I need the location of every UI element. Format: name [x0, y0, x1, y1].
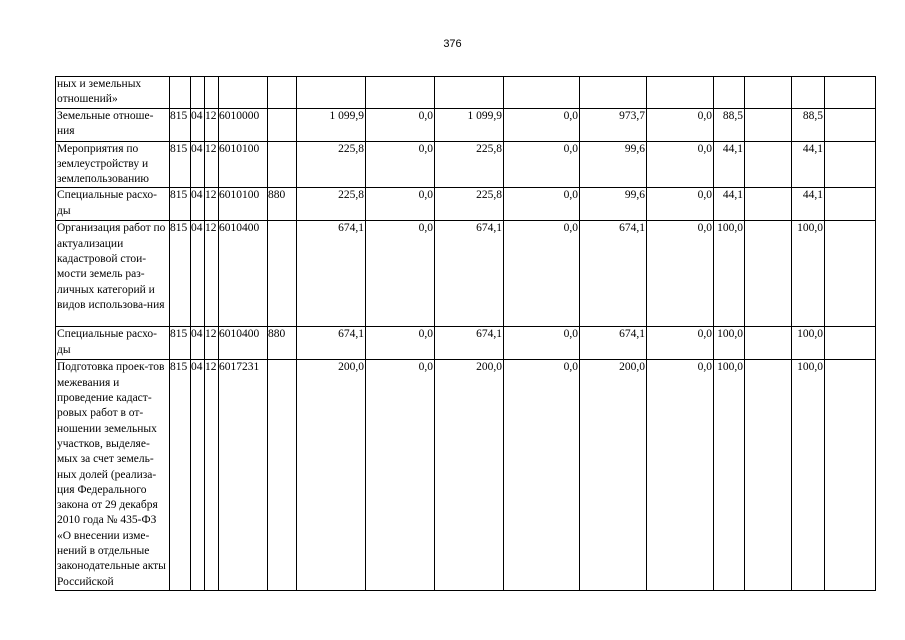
- value-cell-4: 0,0: [504, 188, 580, 221]
- table-row: [56, 77, 876, 109]
- value-cell-7: 100,0: [714, 221, 745, 327]
- value-cell-5: 674,1: [580, 221, 647, 327]
- razdel-code-cell: [191, 77, 205, 109]
- value-cell-1: 674,1: [297, 221, 366, 327]
- value-cell-2: [366, 77, 435, 109]
- value-cell-6: 0,0: [647, 188, 714, 221]
- empty-cell: [825, 77, 876, 109]
- empty-cell: [825, 221, 876, 327]
- value-cell-1: 674,1: [297, 327, 366, 360]
- expense-type-cell: 880: [268, 327, 297, 360]
- empty-cell: [745, 221, 792, 327]
- value-cell-6: 0,0: [647, 221, 714, 327]
- razdel-code-cell: 04: [191, 108, 205, 141]
- empty-cell: [825, 188, 876, 221]
- value-cell-8: [792, 77, 825, 109]
- value-cell-7: 44,1: [714, 141, 745, 188]
- value-cell-1: 225,8: [297, 188, 366, 221]
- podrazdel-code-cell: 12: [205, 108, 219, 141]
- value-cell-4: 0,0: [504, 108, 580, 141]
- expense-type-cell: [268, 108, 297, 141]
- expense-type-cell: [268, 360, 297, 590]
- row-name-cell: Подготовка проек-тов межевания и проведение кадаст-ровых работ в от-ношении земельных участков, выделяе-мых за счет земель-ных долей (реализа-ция Федерального закона от 29 декабря 2010 года № 435-ФЗ «О внесении изме-нений в отдельные законодательные акты Российской: [56, 360, 170, 590]
- row-name-cell: Специальные расхо-ды: [56, 188, 170, 221]
- value-cell-4: 0,0: [504, 327, 580, 360]
- value-cell-4: 0,0: [504, 360, 580, 590]
- empty-cell: [745, 77, 792, 109]
- value-cell-8: 44,1: [792, 141, 825, 188]
- budget-table: [55, 76, 876, 591]
- value-cell-4: 0,0: [504, 221, 580, 327]
- table-row: [56, 108, 876, 141]
- value-cell-3: 225,8: [435, 141, 504, 188]
- value-cell-7: [714, 77, 745, 109]
- podrazdel-code-cell: 12: [205, 141, 219, 188]
- row-name-cell: Земельные отноше-ния: [56, 108, 170, 141]
- target-article-cell: 6017231: [219, 360, 268, 590]
- expense-type-cell: 880: [268, 188, 297, 221]
- razdel-code-cell: 04: [191, 221, 205, 327]
- value-cell-2: 0,0: [366, 221, 435, 327]
- table-row: [56, 221, 876, 327]
- vedomstvo-code-cell: 815: [170, 188, 191, 221]
- target-article-cell: 6010100: [219, 188, 268, 221]
- razdel-code-cell: 04: [191, 188, 205, 221]
- expense-type-cell: [268, 141, 297, 188]
- value-cell-4: [504, 77, 580, 109]
- table-row: [56, 141, 876, 188]
- value-cell-7: 100,0: [714, 360, 745, 590]
- empty-cell: [745, 360, 792, 590]
- vedomstvo-code-cell: 815: [170, 327, 191, 360]
- podrazdel-code-cell: 12: [205, 221, 219, 327]
- value-cell-2: 0,0: [366, 141, 435, 188]
- value-cell-7: 100,0: [714, 327, 745, 360]
- expense-type-cell: [268, 221, 297, 327]
- empty-cell: [825, 360, 876, 590]
- vedomstvo-code-cell: [170, 77, 191, 109]
- empty-cell: [745, 327, 792, 360]
- value-cell-7: 44,1: [714, 188, 745, 221]
- value-cell-8: 88,5: [792, 108, 825, 141]
- value-cell-1: [297, 77, 366, 109]
- vedomstvo-code-cell: 815: [170, 141, 191, 188]
- target-article-cell: 6010100: [219, 141, 268, 188]
- row-name-cell: Организация работ по актуализации кадастровой стои-мости земель раз-личных категорий и видов использова-ния: [56, 221, 170, 327]
- value-cell-2: 0,0: [366, 108, 435, 141]
- value-cell-7: 88,5: [714, 108, 745, 141]
- value-cell-2: 0,0: [366, 327, 435, 360]
- value-cell-5: 99,6: [580, 188, 647, 221]
- vedomstvo-code-cell: 815: [170, 108, 191, 141]
- value-cell-3: 674,1: [435, 221, 504, 327]
- value-cell-6: 0,0: [647, 141, 714, 188]
- empty-cell: [745, 108, 792, 141]
- target-article-cell: 6010000: [219, 108, 268, 141]
- empty-cell: [745, 141, 792, 188]
- empty-cell: [825, 327, 876, 360]
- target-article-cell: 6010400: [219, 221, 268, 327]
- empty-cell: [745, 188, 792, 221]
- table-row: [56, 327, 876, 360]
- value-cell-5: 674,1: [580, 327, 647, 360]
- podrazdel-code-cell: [205, 77, 219, 109]
- table-row: [56, 188, 876, 221]
- value-cell-8: 100,0: [792, 360, 825, 590]
- page-number: 376: [443, 38, 462, 50]
- target-article-cell: 6010400: [219, 327, 268, 360]
- vedomstvo-code-cell: 815: [170, 221, 191, 327]
- vedomstvo-code-cell: 815: [170, 360, 191, 590]
- value-cell-5: [580, 77, 647, 109]
- value-cell-3: 674,1: [435, 327, 504, 360]
- empty-cell: [825, 108, 876, 141]
- value-cell-5: 973,7: [580, 108, 647, 141]
- target-article-cell: [219, 77, 268, 109]
- razdel-code-cell: 04: [191, 141, 205, 188]
- value-cell-2: 0,0: [366, 188, 435, 221]
- value-cell-6: 0,0: [647, 327, 714, 360]
- podrazdel-code-cell: 12: [205, 360, 219, 590]
- value-cell-1: 200,0: [297, 360, 366, 590]
- table-row: [56, 360, 876, 590]
- row-name-cell: ных и земельных отношений»: [56, 77, 170, 109]
- value-cell-4: 0,0: [504, 141, 580, 188]
- value-cell-8: 100,0: [792, 327, 825, 360]
- expense-type-cell: [268, 77, 297, 109]
- value-cell-1: 225,8: [297, 141, 366, 188]
- razdel-code-cell: 04: [191, 327, 205, 360]
- row-name-cell: Мероприятия по землеустройству и землепользованию: [56, 141, 170, 188]
- value-cell-5: 99,6: [580, 141, 647, 188]
- value-cell-3: 200,0: [435, 360, 504, 590]
- value-cell-6: 0,0: [647, 360, 714, 590]
- row-name-cell: Специальные расхо-ды: [56, 327, 170, 360]
- podrazdel-code-cell: 12: [205, 188, 219, 221]
- value-cell-3: [435, 77, 504, 109]
- value-cell-6: [647, 77, 714, 109]
- value-cell-6: 0,0: [647, 108, 714, 141]
- value-cell-3: 1 099,9: [435, 108, 504, 141]
- value-cell-5: 200,0: [580, 360, 647, 590]
- value-cell-3: 225,8: [435, 188, 504, 221]
- value-cell-8: 44,1: [792, 188, 825, 221]
- razdel-code-cell: 04: [191, 360, 205, 590]
- value-cell-8: 100,0: [792, 221, 825, 327]
- value-cell-1: 1 099,9: [297, 108, 366, 141]
- empty-cell: [825, 141, 876, 188]
- value-cell-2: 0,0: [366, 360, 435, 590]
- podrazdel-code-cell: 12: [205, 327, 219, 360]
